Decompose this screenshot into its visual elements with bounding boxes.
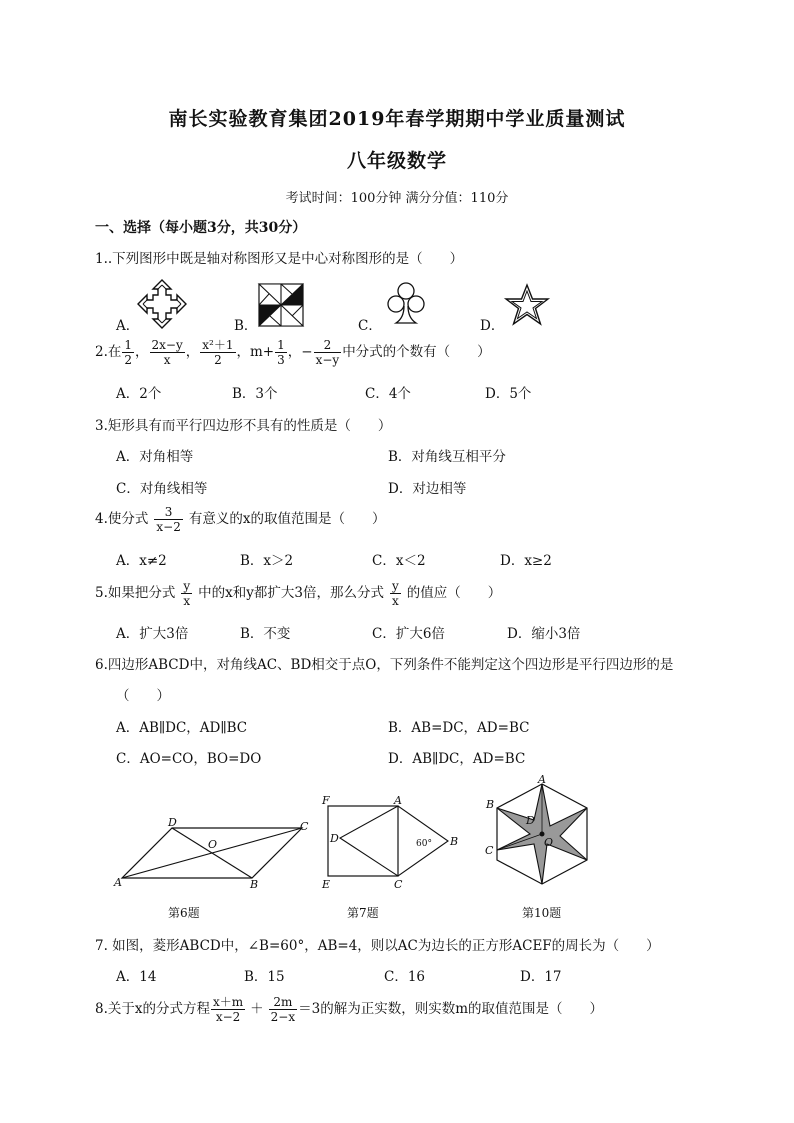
figure-6-parallelogram — [112, 818, 322, 890]
fraction: $\frac{x+m}{x-2}$ — [213, 995, 244, 1024]
fig10-label-c: C — [485, 844, 494, 857]
exam-title: 南长实验教育集团2019年春学期期中学业质量测试 — [168, 108, 626, 130]
question-5-stem: 5.如果把分式 $\frac{y}{x}$ 中的x和y都扩大3倍，那么分式 $\frac{y}{x}$ 的值应（ ） — [95, 579, 502, 608]
fig7-label-d: D — [330, 832, 339, 845]
q5-option-a: A．扩大3倍 — [116, 626, 189, 642]
figure-10-caption: 第10题 — [522, 906, 562, 920]
fig7-label-b: B — [450, 835, 459, 848]
q3-option-b: B．对角线互相平分 — [388, 449, 506, 465]
q4-option-a: A．x≠2 — [116, 553, 167, 569]
question-8-stem: 8.关于x的分式方程 $\frac{x+m}{x-2}$ ＋ $\frac{2m}{2-x}$ ＝3的解为正实数，则实数m的取值范围是（ ） — [95, 995, 604, 1024]
question-6-stem: 6.四边形ABCD中，对角线AC、BD相交于点O，下列条件不能判定这个四边形是平行四边形的是 — [95, 657, 674, 673]
q2-option-d: D．5个 — [485, 386, 532, 402]
q2-option-b: B．3个 — [232, 386, 278, 402]
q2-option-c: C．4个 — [365, 386, 411, 402]
fig10-label-b: B — [486, 798, 495, 811]
q5-option-b: B．不变 — [240, 626, 291, 642]
question-1-stem: 1..下列图形中既是轴对称图形又是中心对称图形的是（ ） — [95, 251, 464, 267]
q3-option-c: C．对角线相等 — [116, 481, 208, 497]
section-heading: 一、选择（每小题3分，共30分） — [95, 220, 307, 236]
q3-option-d: D．对边相等 — [388, 481, 467, 497]
club-icon — [386, 280, 426, 326]
star-icon — [504, 283, 550, 327]
q1-option-c: C． — [358, 318, 382, 334]
fig7-label-a: A — [394, 794, 402, 807]
q3-option-a: A．对角相等 — [116, 449, 194, 465]
question-2-stem: 2.在 $\frac{1}{2}$ ， $\frac{2x-y}{x}$ ， $\frac{\text{x²＋1}}{2}$ ，m+ $\frac{1}{3}$ ，− $\frac{2}{x-y}$ 中分式的个数有（ ） — [95, 338, 491, 367]
fig7-label-c: C — [394, 878, 403, 891]
q7-option-c: C．16 — [384, 969, 426, 985]
fraction: $\frac{y}{x}$ — [183, 579, 191, 608]
arrows-cross-icon — [136, 278, 188, 330]
exam-info: 考试时间：100分钟 满分分值：110分 — [285, 191, 509, 206]
q4-option-d: D．x≥2 — [500, 553, 552, 569]
fraction: $\frac{1}{2}$ — [124, 338, 133, 367]
q2-prefix: 2.在 — [95, 344, 122, 360]
fig6-label-b: B — [250, 878, 259, 891]
fig6-label-c: C — [300, 820, 309, 833]
q6-option-c: C．AO=CO，BO=DO — [116, 751, 262, 767]
fraction: $\frac{2}{x-y}$ — [315, 338, 340, 367]
q5-option-c: C．扩大6倍 — [372, 626, 445, 642]
q1-option-a: A． — [116, 318, 140, 334]
fig10-label-a: A — [538, 773, 546, 786]
q5-option-d: D．缩小3倍 — [507, 626, 581, 642]
q6-answer-paren: （ ） — [116, 688, 170, 704]
q1-option-d: D． — [480, 318, 505, 334]
fig10-label-o: O — [544, 836, 554, 849]
fig10-label-d: D — [526, 814, 535, 827]
question-7-stem: 7. 如图，菱形ABCD中，∠B=60°，AB=4，则以AC为边长的正方形ACEF的周长为（ ） — [95, 938, 660, 954]
q4-option-c: C．x＜2 — [372, 553, 426, 569]
pinwheel-icon — [258, 283, 304, 327]
q6-option-b: B．AB=DC，AD=BC — [388, 720, 530, 736]
fraction: $\frac{y}{x}$ — [392, 579, 399, 608]
q7-option-b: B．15 — [244, 969, 285, 985]
figure-6-caption: 第6题 — [168, 906, 200, 920]
q7-option-a: A．14 — [116, 969, 157, 985]
q6-option-d: D．AB∥DC，AD=BC — [388, 751, 526, 767]
figure-7-caption: 第7题 — [347, 906, 379, 920]
fraction: $\frac{\text{x²＋1}}{2}$ — [202, 338, 234, 367]
fig7-label-f: F — [322, 794, 330, 807]
figure-10-hexagon-star — [482, 773, 612, 890]
fig6-label-o: O — [208, 838, 218, 851]
q1-option-b: B． — [234, 318, 258, 334]
fraction: $\frac{2x-y}{x}$ — [151, 338, 183, 367]
fig6-label-d: D — [168, 816, 177, 829]
q6-option-a: A．AB∥DC，AD∥BC — [116, 720, 248, 736]
figure-7-square-rhombus — [318, 796, 468, 892]
q4-option-b: B．x＞2 — [240, 553, 294, 569]
question-3-stem: 3.矩形具有而平行四边形不具有的性质是（ ） — [95, 418, 392, 434]
q2-option-a: A．2个 — [116, 386, 162, 402]
exam-subtitle: 八年级数学 — [346, 150, 447, 172]
question-4-stem: 4.使分式 $\frac{3}{x-2}$ 有意义的x的取值范围是（ ） — [95, 505, 386, 534]
fig6-label-a: A — [114, 876, 122, 889]
q7-option-d: D．17 — [520, 969, 562, 985]
fig7-angle-label: 60° — [416, 839, 432, 849]
fig7-label-e: E — [322, 878, 331, 891]
fraction: $\frac{1}{3}$ — [277, 338, 285, 367]
fraction: $\frac{2m}{2-x}$ — [270, 995, 296, 1024]
fraction: $\frac{3}{x-2}$ — [156, 505, 181, 534]
